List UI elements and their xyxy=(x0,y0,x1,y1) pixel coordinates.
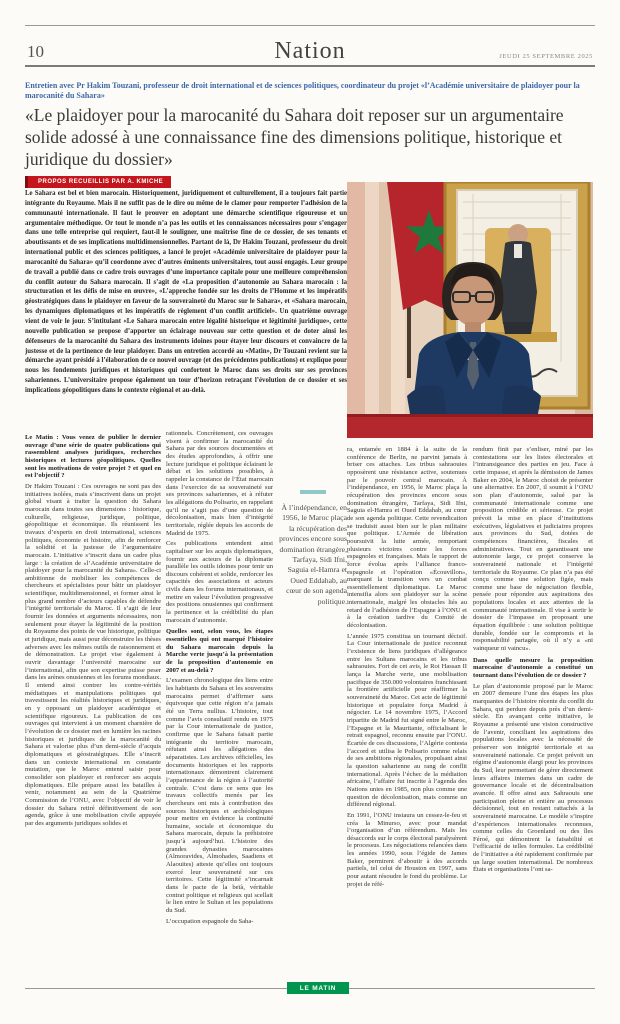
page-number: 10 xyxy=(27,42,44,61)
interview-question: Dans quelle mesure la proposition marocaine d’autonomie a constitué un tournant dans l’évolution de ce dossier ? xyxy=(473,656,593,680)
interview-question: Quelles sont, selon vous, les étapes essentielles qui ont marqué l’histoire du Sahara marocain depuis la Marche verte jusqu’à la présentation de la proposition d’autonomie en 2007 et au-delà ? xyxy=(166,628,273,674)
interview-answer: rationnels. Concrètement, ces ouvrages visent à confirmer la marocanité du Sahara par des sources documentées et des études approfondies, à offrir une lecture juridique et politique éclairant le débat et les solutions possibles, à rappeler la constance de l’État marocain dans l’exercice de sa souveraineté sur ses provinces sahariennes, et à réfuter les allégations du Polisario, en rappelant qu’il ne s’agit pas d’une question de décolonisation, mais bien d’intégrité territoriale, réglée depuis les accords de Madrid de 1975. xyxy=(166,430,273,537)
photo-caption-column xyxy=(278,490,347,607)
byline-badge: PROPOS RECUEILLIS PAR A. KMICHE xyxy=(25,176,171,188)
photo-caption: À l’indépendance, en 1956, le Maroc plaça la récupération des provinces encore sous domination étrangère, Tarfaya, Sidi Ifni, Saguia el-Hamra et Oued Eddahab, au cœur de son agenda politique. xyxy=(279,503,347,606)
interview-answer: Le plan d’autonomie proposé par le Maroc en 2007 demeure l’une des étapes les plus marquantes de l’histoire récente du conflit du Sahara, qui perdure depuis près d’un demi-siècle. En avançant cette initiative, le Royaume a présenté une vision constructive de l’avenir, conciliant les aspirations des populations locales avec la nécessité de préserver son intégrité territoriale et sa souveraineté nationale. Ce projet prévoit un régime d’autonomie élargi pour les provinces du Sud, leur permettant de gérer directement leurs affaires internes dans un cadre de gouvernance locale et de décentralisation avancée. Il offre ainsi aux Sahraouis une participation pleine et entière au processus décisionnel, tout en restant rattachés à la souveraineté marocaine. Le modèle s’inspire d’expériences internationales reconnues, comme celles du Groenland ou des îles Féroé, qui démontrent la faisabilité et l’efficacité de telles formules. La crédibilité de l’initiative a été rapidement confirmée par un large soutien international. De nombreux États et organisations l’ont sa- xyxy=(473,682,593,874)
body-column-5 xyxy=(473,446,593,986)
article-intro: Le Sahara est bel et bien marocain. Historiquement, juridiquement et culturellement, il a toujours fait partie intégrante du Royaume. Mais il ne suffit pas de le dire ou même de le clamer pour remporter l’adhésion de la communauté internationale. Il faut le prouver en adoptant une démarche scientifique rigoureuse et un argumentaire méthodique. Or tout le monde n’a pas les outils et les connaissances nécessaires pour s’engager dans une telle entreprise qui requiert, faut-il le souligner, une maîtrise fine de ce dossier, de ses tenants et aboutissants et de ses implications multidimensionnelles. Partant de là, Dr Hakim Touzani, professeur du droit international public et des sciences politiques, a lancé le projet «Académie universitaire de plaidoyer pour la marocanité du Sahara» qu’il coordonne avec d’autres éminents universitaires, tout aussi engagés. Leur groupe de travail a publié dans ce cadre trois ouvrages d’une importance capitale pour une meilleure compréhension du conflit autour du Sahara marocain. Il s’agit de «La proposition d’autonomie au Sahara marocain : la structuration et les défis de mise en œuvre», «L’approche fondée sur les droits de l’Homme et les impératifs géostratégiques dans le plaidoyer en faveur de la souveraineté du Maroc sur le Sahara», et «Sahara marocain, les dynamiques diplomatiques et les impératifs de règlement d’un conflit artificiel». Un quatrième ouvrage vient de voir le jour. S’intitulant «Le Sahara marocain entre légalité historique et légitimité juridique», cette nouvelle publication se propose d’apporter un éclairage nouveau sur cette question et de doter ainsi les défenseurs de la marocanité du Sahara des instruments idoines pour étayer leur discours et convaincre de la justesse et de la pertinence de leur plaidoyer. Dans un entretien accordé au «Matin», Dr Touzani revient sur la démarche ayant présidé à l’élaboration de ce nouvel ouvrage (et des précédentes publications) et explique pour nous les fondements juridiques et historiques qui confortent le Maroc dans ses droits sur ses provinces sahariennes. L’universitaire propose également un tour d’horizon retraçant l’évolution de ce dossier et ses implications géopolitiques dans le contexte régional et au-delà. xyxy=(25,190,347,394)
interview-answer: L’examen chronologique des liens entre les habitants du Sahara et les souverains marocains permet d’affirmer sans équivoque que cette région n’a jamais été un Terra nullius. L’histoire, tout comme l’avis consultatif rendu en 1975 par la Cour internationale de justice, confirme que le Sahara faisait partie intégrante du territoire marocain, réfutant ainsi les allégations des séparatistes. Les archives officielles, les documents historiques et les rapports internationaux démontrent clairement l’appartenance de la région à l’autorité centrale. C’est dans ce sens que les travaux collectifs menés par les chercheurs ont mis à contribution des sources historiques et archéologiques pour mettre en évidence la continuité humaine, sociale et économique du Sahara marocain, depuis la préhistoire jusqu’à aujourd’hui. L’histoire des grandes dynasties marocaines (Almoravides, Almohades, Saadiens et Alaouites) atteste qu’elles ont toujours exercé leur souveraineté sur ces territoires. Cette légitimité s’incarnait dans le pacte de la beïà, véritable contrat politique et religieux qui scellait le lien entre le Sultan et les populations du Sud. xyxy=(166,677,273,915)
newspaper-logo: LE MATIN xyxy=(287,982,349,994)
header-rule xyxy=(25,65,595,67)
interview-answer: Dr Hakim Touzani : Ces ouvrages ne sont pas des initiatives isolées, mais s’inscrivent dans un projet global visant à traiter la question du Sahara marocain dans toutes ses dimensions : historique, culturelle, religieuse, juridique, politique, géopolitique et économique. Ils réunissent les travaux d’experts en droit international, sciences politiques, économie et histoire, afin de renforcer la solidité et la justesse de l’argumentaire marocain. L’initiative s’inscrit dans un cadre plus large : la création de «l’Académie universitaire de plaidoyer pour la marocanité du Sahara». Celle-ci ambitionne de mobiliser les compétences de chercheurs et spécialistes pour bâtir un plaidoyer scientifique, multidimensionnel, et former ainsi le plus grand nombre d’acteurs capables de défendre l’intégrité territoriale du Maroc. Il s’agit de leur fournir les données et arguments nécessaires, non seulement pour étayer la légitimité de la position du Royaume des points de vue historique, politique et juridique, mais aussi pour déconstruire les thèses adverses avec les mêmes outils de raisonnement et de démonstration. Le projet vise également à ouvrir davantage l’université marocaine sur l’international, afin que son expertise puisse peser dans les arènes onusiennes et les forums mondiaux. Il entend ainsi contrer les contre-vérités médiatiques et manipulations politiques qui travestissent les réalités historiques et juridiques, en y opposant un plaidoyer académique et scientifique rigoureux. La publication de ces ouvrages qui intervient à un moment charnière de l’évolution de ce dossier met en lumière les racines historiques et juridiques de la marocanité du Sahara et valorise plus d’un demi-siècle d’acquis diplomatiques et géostratégiques. Elle s’inscrit dans un contexte international en constante mutation, que le Maroc entend saisir pour consolider son plaidoyer et renforcer ses acquis diplomatiques. Elle prépare aussi les batailles à venir, notamment au sein de la Quatrième Commission de l’ONU, avec l’objectif de voir le dossier du Sahara retiré définitivement de son agenda, grâce à une mobilisation civile appuyée par des arguments juridiques solides et xyxy=(25,482,161,827)
section-title: Nation xyxy=(274,38,346,64)
interview-answer: Ces publications entendent ainsi capitaliser sur les acquis diplomatiques, fournir aux acteurs de la diplomatie parallèle les outils idoines pour tenir un discours cohérent et solide, renforcer les capacités des associations et acteurs civils dans les forums internationaux, et mettre en valeur l’évolution progressive des positions onusiennes qui confirment la pertinence et la crédibilité du plan marocain d’autonomie. xyxy=(166,540,273,624)
body-column-4 xyxy=(347,446,467,986)
interview-photo xyxy=(347,182,593,438)
top-rule xyxy=(25,25,595,26)
article-kicker: Entretien avec Pr Hakim Touzani, professeur de droit international et de sciences politiques, coordinateur du projet «l’Académie universitaire de plaidoyer pour la marocanité du Sahara» xyxy=(25,81,580,100)
interview-answer: En 1991, l’ONU instaura un cessez-le-feu et créa la Minurso, avec pour mandat l’organisation d’un référendum. Mais les désaccords sur le corps électoral paralysèrent le processus. Les négociations relancées dans les années 1990, sous l’égide de James Baker, permirent d’aboutir à des accords partiels, tel celui de Houston en 1997, sans pour autant résoudre le fond du problème. Le projet de réfé- xyxy=(347,811,467,888)
body-column-2 xyxy=(166,430,273,986)
edition-date: JEUDI 25 SEPTEMBRE 2025 xyxy=(499,53,593,60)
body-column-1 xyxy=(25,430,161,986)
caption-accent-bar xyxy=(300,490,326,494)
interview-question: Le Matin : Vous venez de publier le dernier ouvrage d’une série de quatre publications qui rassemblent analyses juridiques, recherches historiques et lectures géopolitiques. Quelles sont les motivations de votre projet ? et quel en est l’objectif ? xyxy=(25,434,161,480)
interview-answer: ra, entamée en 1884 à la suite de la conférence de Berlin, ne parvint jamais à briser ces attaches. Les tribus sahraouies opposèrent une résistance active, soutenues par le pouvoir central marocain. À l’indépendance, en 1956, le Maroc plaça la récupération des provinces encore sous domination étrangère, Tarfaya, Sidi Ifni, Saguia el-Hamra et Oued Eddahab, au cœur de son agenda politique. Cette revendication se traduisit aussi bien sur le plan militaire que politique. L’Armée de libération poursuivit la lutte armée, remportant plusieurs victoires contre les forces espagnoles et françaises. Mais le rapport de force évolua après l’alliance franco-espagnole et l’opération «Écouvillon», marquant la transition vers un combat essentiellement diplomatique. Le Maroc intensifia alors son plaidoyer sur la scène internationale, malgré les obstacles liés au retard de l’adhésion de l’Espagne à l’ONU et à la création tardive du Comité de décolonisation. xyxy=(347,446,467,630)
article-headline: «Le plaidoyer pour la marocanité du Sahara doit reposer sur un argumentaire solide adossé à une connaissance fine des dimensions politique, historique et juridique du dossier» xyxy=(25,105,564,169)
interview-answer: rendum finit par s’enliser, miné par les contestations sur les listes électorales et l’intransigeance des parties en jeu. Face à cette impasse, et après la démission de James Baker en 2004, le Maroc choisit de présenter une alternative. En 2007, il soumit à l’ONU son plan d’autonomie, salué par la communauté internationale comme une proposition crédible et sérieuse. Ce projet prévoit la mise en place d’institutions exécutives, législatives et judiciaires propres aux provinces du Sud, dotées de compétences financières, fiscales et administratives. Tout en garantissant une autonomie large, ce projet conserve la souveraineté nationale et l’intégrité territoriale du Royaume. Ce plan n’a pas été conçu comme une solution figée, mais comme une base de négociation flexible, pensée pour répondre aux aspirations des populations locales et aux attentes de la communauté internationale. Il vise à sortir le dossier de l’impasse en proposant une équation équilibrée : une solution politique durable, fondée sur le compromis et la responsabilité partagée, où il n’y a «ni vainqueur ni vaincu». xyxy=(473,446,593,653)
interview-answer: L’occupation espagnole du Saha- xyxy=(166,917,254,925)
interview-photo-illustration xyxy=(347,182,593,438)
interview-answer: L’année 1975 constitua un tournant décisif. La Cour internationale de justice reconnut l’existence de liens juridiques d’allégeance entre les Sultans marocains et les tribus sahraouies. Fort de cet avis, le Roi Hassan II lança la Marche verte, une mobilisation pacifique de 350.000 volontaires franchissant la frontière artificielle pour réaffirmer la souveraineté du Maroc. Cet acte de légitimité historique et populaire força Madrid à négocier. Le 14 novembre 1975, l’Accord tripartite de Madrid fut signé entre le Maroc, l’Espagne et la Mauritanie, officialisant le retrait espagnol, reconnu ensuite par l’ONU. Écartée de ces discussions, l’Algérie contesta l’accord et utilisa le Polisario comme relais de ses ambitions régionales, propulsant ainsi la question saharienne au rang de conflit international. Après l’échec de la médiation africaine, l’affaire fut inscrite à l’agenda des Nations unies en 1985, non plus comme une question de décolonisation, mais comme un différend régional. xyxy=(347,632,467,809)
